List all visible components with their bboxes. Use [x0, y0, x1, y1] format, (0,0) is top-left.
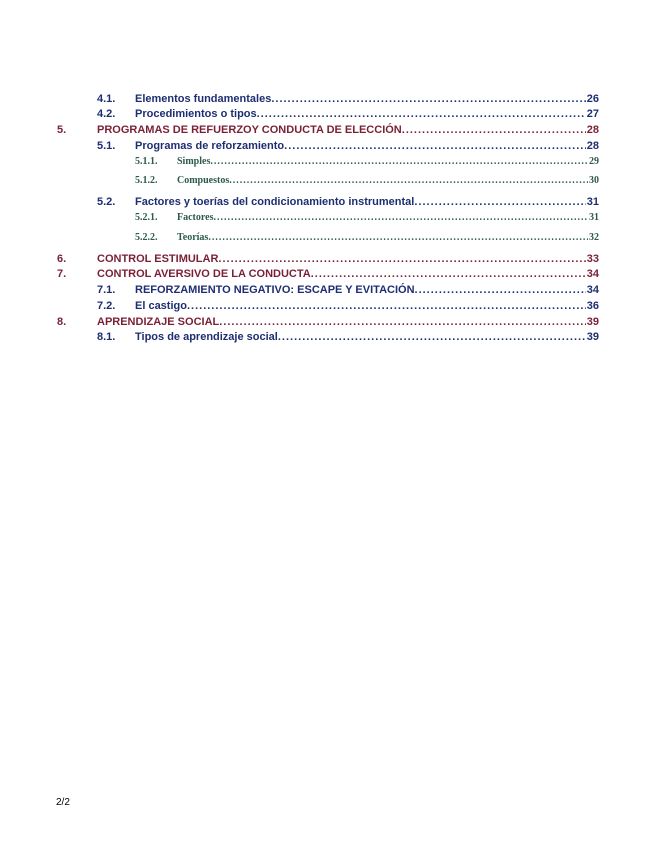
toc-page-number: 34: [586, 268, 599, 280]
toc-title: CONTROL AVERSIVO DE LA CONDUCTA: [97, 268, 311, 280]
page-footer-number: 2/2: [56, 797, 70, 808]
toc-page-number: 26: [586, 93, 599, 105]
toc-page-number: 33: [586, 253, 599, 265]
toc-entry-8[interactable]: [57, 316, 599, 328]
toc-page-number: 28: [586, 140, 599, 152]
toc-number: 5.1.2.: [135, 175, 158, 186]
toc-entry-7[interactable]: [57, 268, 599, 280]
toc-page-number: 32: [589, 232, 599, 243]
leader-dots: [311, 268, 586, 280]
toc-entry-5-2-1[interactable]: [135, 212, 599, 223]
toc-entry-7-1[interactable]: [97, 284, 599, 296]
leader-dots: [415, 284, 586, 296]
toc-title: Factores: [177, 212, 214, 223]
toc-number: 4.2.: [97, 108, 116, 120]
toc-number: 5.1.: [97, 140, 116, 152]
toc-number: 5.2.1.: [135, 212, 158, 223]
leader-dots: [218, 253, 585, 265]
toc-number: 5.2.: [97, 196, 116, 208]
toc-title: REFORZAMIENTO NEGATIVO: ESCAPE Y EVITACIÓN: [135, 284, 415, 296]
toc-page-number: 34: [586, 284, 599, 296]
leader-dots: [271, 93, 585, 105]
toc-page-number: 29: [589, 156, 599, 167]
leader-dots: [219, 316, 586, 328]
toc-entry-8-1[interactable]: [97, 331, 599, 343]
toc-entry-5-1[interactable]: [97, 140, 599, 152]
toc-page-number: 28: [586, 124, 599, 136]
toc-page-number: 39: [586, 316, 599, 328]
leader-dots: [284, 140, 586, 152]
toc-title: Teorías: [177, 232, 209, 243]
toc-title: Procedimientos o tipos: [135, 108, 257, 120]
leader-dots: [278, 331, 586, 343]
toc-number: 5.2.2.: [135, 232, 158, 243]
toc-page-number: 31: [586, 196, 599, 208]
toc-title: Elementos fundamentales: [135, 93, 272, 105]
toc-page-number: 39: [586, 331, 599, 343]
toc-entry-5[interactable]: [57, 124, 599, 136]
toc-title: Factores y toerías del condicionamiento instrumental: [135, 196, 415, 208]
toc-title: Tipos de aprendizaje social: [135, 331, 278, 343]
toc-title: El castigo: [135, 300, 187, 312]
leader-dots: [208, 232, 588, 243]
toc-number: 5.1.1.: [135, 156, 158, 167]
toc-title: Compuestos: [177, 175, 230, 186]
toc-title: Programas de reforzamiento: [135, 140, 285, 152]
leader-dots: [210, 156, 588, 167]
leader-dots: [257, 108, 586, 120]
toc-number: 6.: [57, 253, 67, 265]
toc-page-number: 27: [586, 108, 599, 120]
toc-number: 8.1.: [97, 331, 116, 343]
toc-entry-5-2-2[interactable]: [135, 232, 599, 243]
toc-entry-7-2[interactable]: [97, 300, 599, 312]
toc-title: APRENDIZAJE SOCIAL: [97, 316, 220, 328]
toc-entry-6[interactable]: [57, 253, 599, 265]
toc-number: 8.: [57, 316, 67, 328]
leader-dots: [229, 175, 588, 186]
toc-title: CONTROL ESTIMULAR: [97, 253, 219, 265]
toc-number: 7.2.: [97, 300, 116, 312]
toc-entry-5-2[interactable]: [97, 196, 599, 208]
toc-title: Simples: [177, 156, 211, 167]
toc-number: 4.1.: [97, 93, 116, 105]
toc-number: 5.: [57, 124, 67, 136]
toc-entry-5-1-2[interactable]: [135, 175, 599, 186]
leader-dots: [402, 124, 586, 136]
toc-number: 7.1.: [97, 284, 116, 296]
toc-title: PROGRAMAS DE REFUERZOY CONDUCTA DE ELECCIÓN: [97, 124, 402, 136]
toc-entry-4-1[interactable]: [97, 93, 599, 105]
leader-dots: [187, 300, 586, 312]
toc-entry-5-1-1[interactable]: [135, 156, 599, 167]
toc-page-number: 30: [589, 175, 599, 186]
toc-page-number: 31: [589, 212, 599, 223]
leader-dots: [414, 196, 585, 208]
toc-entry-4-2[interactable]: [97, 108, 599, 120]
toc-page-number: 36: [586, 300, 599, 312]
leader-dots: [213, 212, 588, 223]
toc-number: 7.: [57, 268, 67, 280]
